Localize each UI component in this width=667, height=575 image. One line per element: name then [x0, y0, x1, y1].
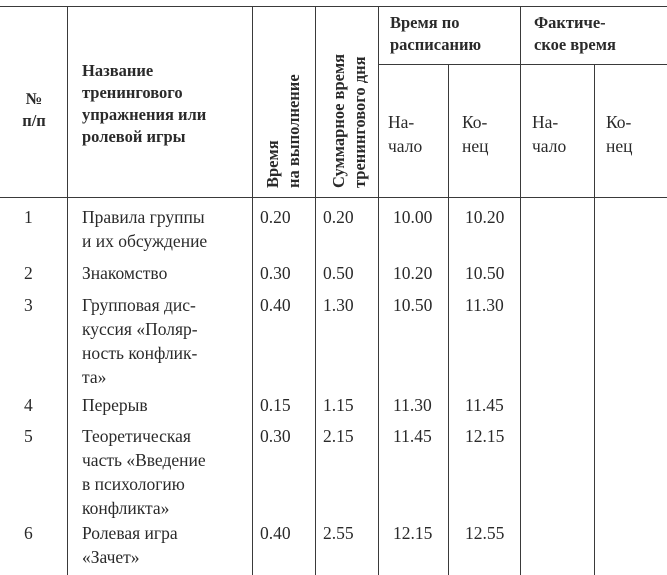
row-end: 10.50: [465, 263, 505, 283]
row-cumulative: 0.50: [323, 263, 354, 283]
header-number: № п/п: [22, 89, 46, 130]
row-end: 12.15: [465, 426, 505, 446]
row-start: 10.00: [393, 207, 433, 227]
row-cumulative: 2.15: [323, 426, 354, 446]
column-divider: [67, 6, 68, 575]
row-start: 11.30: [393, 395, 432, 415]
row-start: 10.50: [393, 295, 433, 315]
row-duration: 0.20: [260, 207, 291, 227]
row-duration: 0.30: [260, 426, 291, 446]
row-end: 11.30: [465, 295, 504, 315]
row-number: 2: [24, 263, 33, 283]
column-divider: [252, 6, 253, 575]
row-number: 6: [24, 523, 33, 543]
header-scheduled-time: Время по расписанию: [390, 13, 482, 54]
row-exercise-name: Групповая дис- куссия «Поляр- ность конфлик- та»: [82, 295, 198, 387]
row-duration: 0.40: [260, 295, 291, 315]
column-divider: [448, 64, 449, 575]
row-exercise-name: Знакомство: [82, 263, 168, 283]
header-actual-time: Фактиче- ское время: [534, 13, 616, 54]
row-end: 12.55: [465, 523, 505, 543]
row-end: 11.45: [465, 395, 504, 415]
row-cumulative: 1.15: [323, 395, 354, 415]
header-cumulative-time: Суммарное время тренингового дня: [329, 53, 369, 188]
column-divider: [315, 6, 316, 575]
row-duration: 0.40: [260, 523, 291, 543]
row-number: 4: [24, 395, 33, 415]
row-duration: 0.30: [260, 263, 291, 283]
table-top-border: [0, 6, 667, 7]
group-header-divider: [378, 64, 667, 65]
row-start: 12.15: [393, 523, 433, 543]
header-actual-start: На- чало: [532, 112, 567, 156]
row-cumulative: 1.30: [323, 295, 354, 315]
header-scheduled-end: Ко- нец: [462, 112, 489, 156]
header-bottom-border: [0, 197, 667, 198]
header-actual-end: Ко- нец: [606, 112, 633, 156]
row-number: 1: [24, 207, 33, 227]
row-number: 3: [24, 295, 33, 315]
header-exercise-name: Название тренингового упражнения или ролевой игры: [82, 61, 207, 146]
column-divider: [378, 6, 379, 575]
header-scheduled-start: На- чало: [388, 112, 423, 156]
column-divider: [594, 64, 595, 575]
row-cumulative: 2.55: [323, 523, 354, 543]
row-start: 10.20: [393, 263, 433, 283]
row-exercise-name: Перерыв: [82, 395, 148, 415]
row-number: 5: [24, 426, 33, 446]
row-start: 11.45: [393, 426, 432, 446]
header-duration: Время на выполнение: [263, 74, 303, 188]
row-exercise-name: Ролевая игра «Зачет»: [82, 523, 178, 567]
column-divider: [520, 6, 521, 575]
row-end: 10.20: [465, 207, 505, 227]
row-exercise-name: Правила группы и их обсуждение: [82, 207, 208, 251]
row-duration: 0.15: [260, 395, 291, 415]
row-cumulative: 0.20: [323, 207, 354, 227]
row-exercise-name: Теоретическая часть «Введение в психологию конфликта»: [82, 426, 206, 518]
